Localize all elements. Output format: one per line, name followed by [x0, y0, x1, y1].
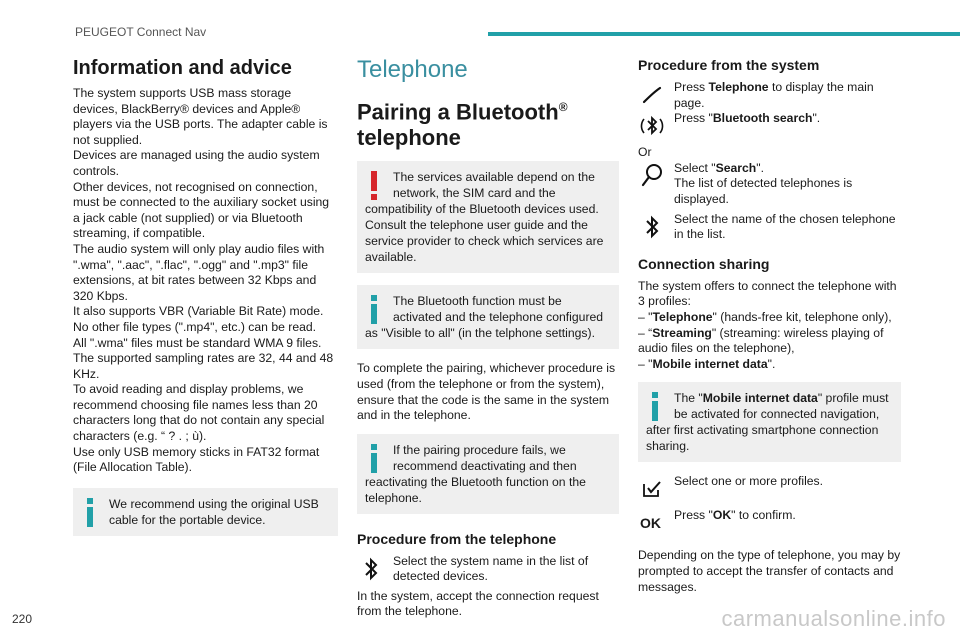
paragraph: No other file types (".mp4", etc.) can be read.	[73, 319, 317, 334]
or-label: Or	[638, 145, 652, 160]
bluetooth-icon	[640, 214, 664, 240]
step-text: Press Telephone to display the main page.	[674, 80, 874, 110]
heading-procedure-telephone: Procedure from the telephone	[357, 530, 557, 547]
note-text: We recommend using the original USB cable for the portable device.	[109, 496, 319, 527]
step-text: Select one or more profiles.	[674, 474, 824, 489]
column-telephone	[357, 56, 619, 620]
heading-pairing	[357, 94, 619, 151]
search-icon	[640, 163, 664, 189]
paragraph: To avoid reading and display problems, we recommend choosing file names less than 20 characters long that do not contain any special characters (e.g. “ ? . ; ù).	[73, 382, 325, 444]
step-press-telephone	[638, 80, 901, 111]
step-text: Select the system name in the list of detected devices.	[393, 553, 589, 584]
step-select-name	[638, 212, 901, 243]
heading-info-advice: Information and advice	[73, 57, 292, 79]
paragraph: All ".wma" files must be standard WMA 9 files.	[73, 335, 322, 350]
list-item: – "Telephone" (hands-free kit, telephone only),	[638, 309, 892, 324]
running-header: PEUGEOT Connect Nav	[75, 25, 207, 39]
section-title-telephone: Telephone	[357, 56, 468, 83]
note-text: The Bluetooth function must be activated and the telephone configured as "Visible to all" (in the telphone settings).	[365, 294, 604, 341]
paragraph: The system supports USB mass storage devices, BlackBerry® devices and Apple® players via the USB ports. The adapter cable is not supplied.	[73, 86, 328, 147]
info-icon	[83, 498, 97, 528]
step-select-search	[638, 161, 901, 208]
note-text: The "Mobile internet data" profile must be activated for connected navigation, after first activating smartphone connection sharing.	[646, 391, 889, 454]
step-bluetooth-search	[638, 111, 901, 141]
paragraph: Use only USB memory sticks in FAT32 format (File Allocation Table).	[73, 444, 320, 475]
info-note	[357, 434, 619, 514]
step-press-ok	[638, 508, 901, 538]
warning-text: The services available depend on the network, the SIM card and the compatibility of the Bluetooth devices used. Consult the telephone user guide and the service provider to check which services are available.	[365, 170, 604, 265]
paragraph: In the system, accept the connection request from the telephone.	[357, 588, 599, 619]
header-accent-bar	[488, 32, 960, 36]
step-text: Select the name of the chosen telephone in the list.	[674, 211, 896, 242]
step-text: Press "OK" to confirm.	[674, 508, 796, 523]
step-text: Press "Bluetooth search".	[674, 111, 821, 126]
phone-icon	[640, 82, 664, 108]
info-note	[638, 382, 901, 462]
note-text: If the pairing procedure fails, we recommend deactivating and then reactivating the Bluetooth function on the telephone.	[365, 442, 586, 505]
info-note	[73, 488, 338, 536]
paragraph: Devices are managed using the audio system controls.	[73, 148, 320, 178]
paragraph: Other devices, not recognised on connection, must be connected to the auxiliary socket using a jack cable (not supplied) or via Bluetooth streaming, if compatible.	[73, 179, 330, 241]
paragraph: It also supports VBR (Variable Bit Rate) mode.	[73, 304, 324, 319]
list-item: – "Mobile internet data".	[638, 356, 776, 371]
step-select-system	[357, 554, 619, 585]
bluetooth-search-icon	[640, 113, 664, 139]
warning-icon	[367, 171, 381, 201]
paragraph: Depending on the type of telephone, you may by prompted to accept the transfer of contacts and messages.	[638, 548, 901, 594]
page-number: 220	[12, 612, 33, 626]
heading-pairing-tail: telephone	[357, 125, 461, 151]
paragraph: The system offers to connect the telephone with 3 profiles:	[638, 278, 897, 309]
warning-note	[357, 161, 619, 273]
step-select-profiles	[638, 474, 901, 504]
registered-mark: ®	[558, 100, 568, 114]
info-icon	[648, 392, 662, 422]
paragraph: The audio system will only play audio files with ".wma", ".aac", ".flac", ".ogg" and ".mp3" file extensions, at bit rates between 32 Kbps and 320 Kbps.	[73, 241, 325, 303]
info-icon	[367, 295, 381, 325]
ok-icon: OK	[640, 515, 661, 532]
heading-pairing-text: Pairing a Bluetooth	[357, 99, 559, 125]
step-text: Select "Search". The list of detected telephones is displayed.	[674, 160, 853, 206]
info-note	[357, 285, 619, 349]
column-info-advice	[73, 56, 338, 548]
heading-connection-sharing: Connection sharing	[638, 255, 770, 272]
paragraph: To complete the pairing, whichever procedure is used (from the telephone or from the system), ensure that the code is the same in the system and in the telephone.	[357, 361, 616, 423]
bluetooth-icon	[359, 556, 383, 582]
column-procedure-system	[638, 56, 901, 595]
info-icon	[367, 444, 381, 474]
heading-procedure-system: Procedure from the system	[638, 57, 820, 73]
list-item: – “Streaming" (streaming: wireless playing of audio files on the telephone),	[638, 325, 884, 356]
watermark: carmanualsonline.info	[721, 606, 946, 631]
checkbox-icon	[640, 476, 664, 502]
paragraph: The supported sampling rates are 32, 44 and 48 KHz.	[73, 351, 334, 381]
